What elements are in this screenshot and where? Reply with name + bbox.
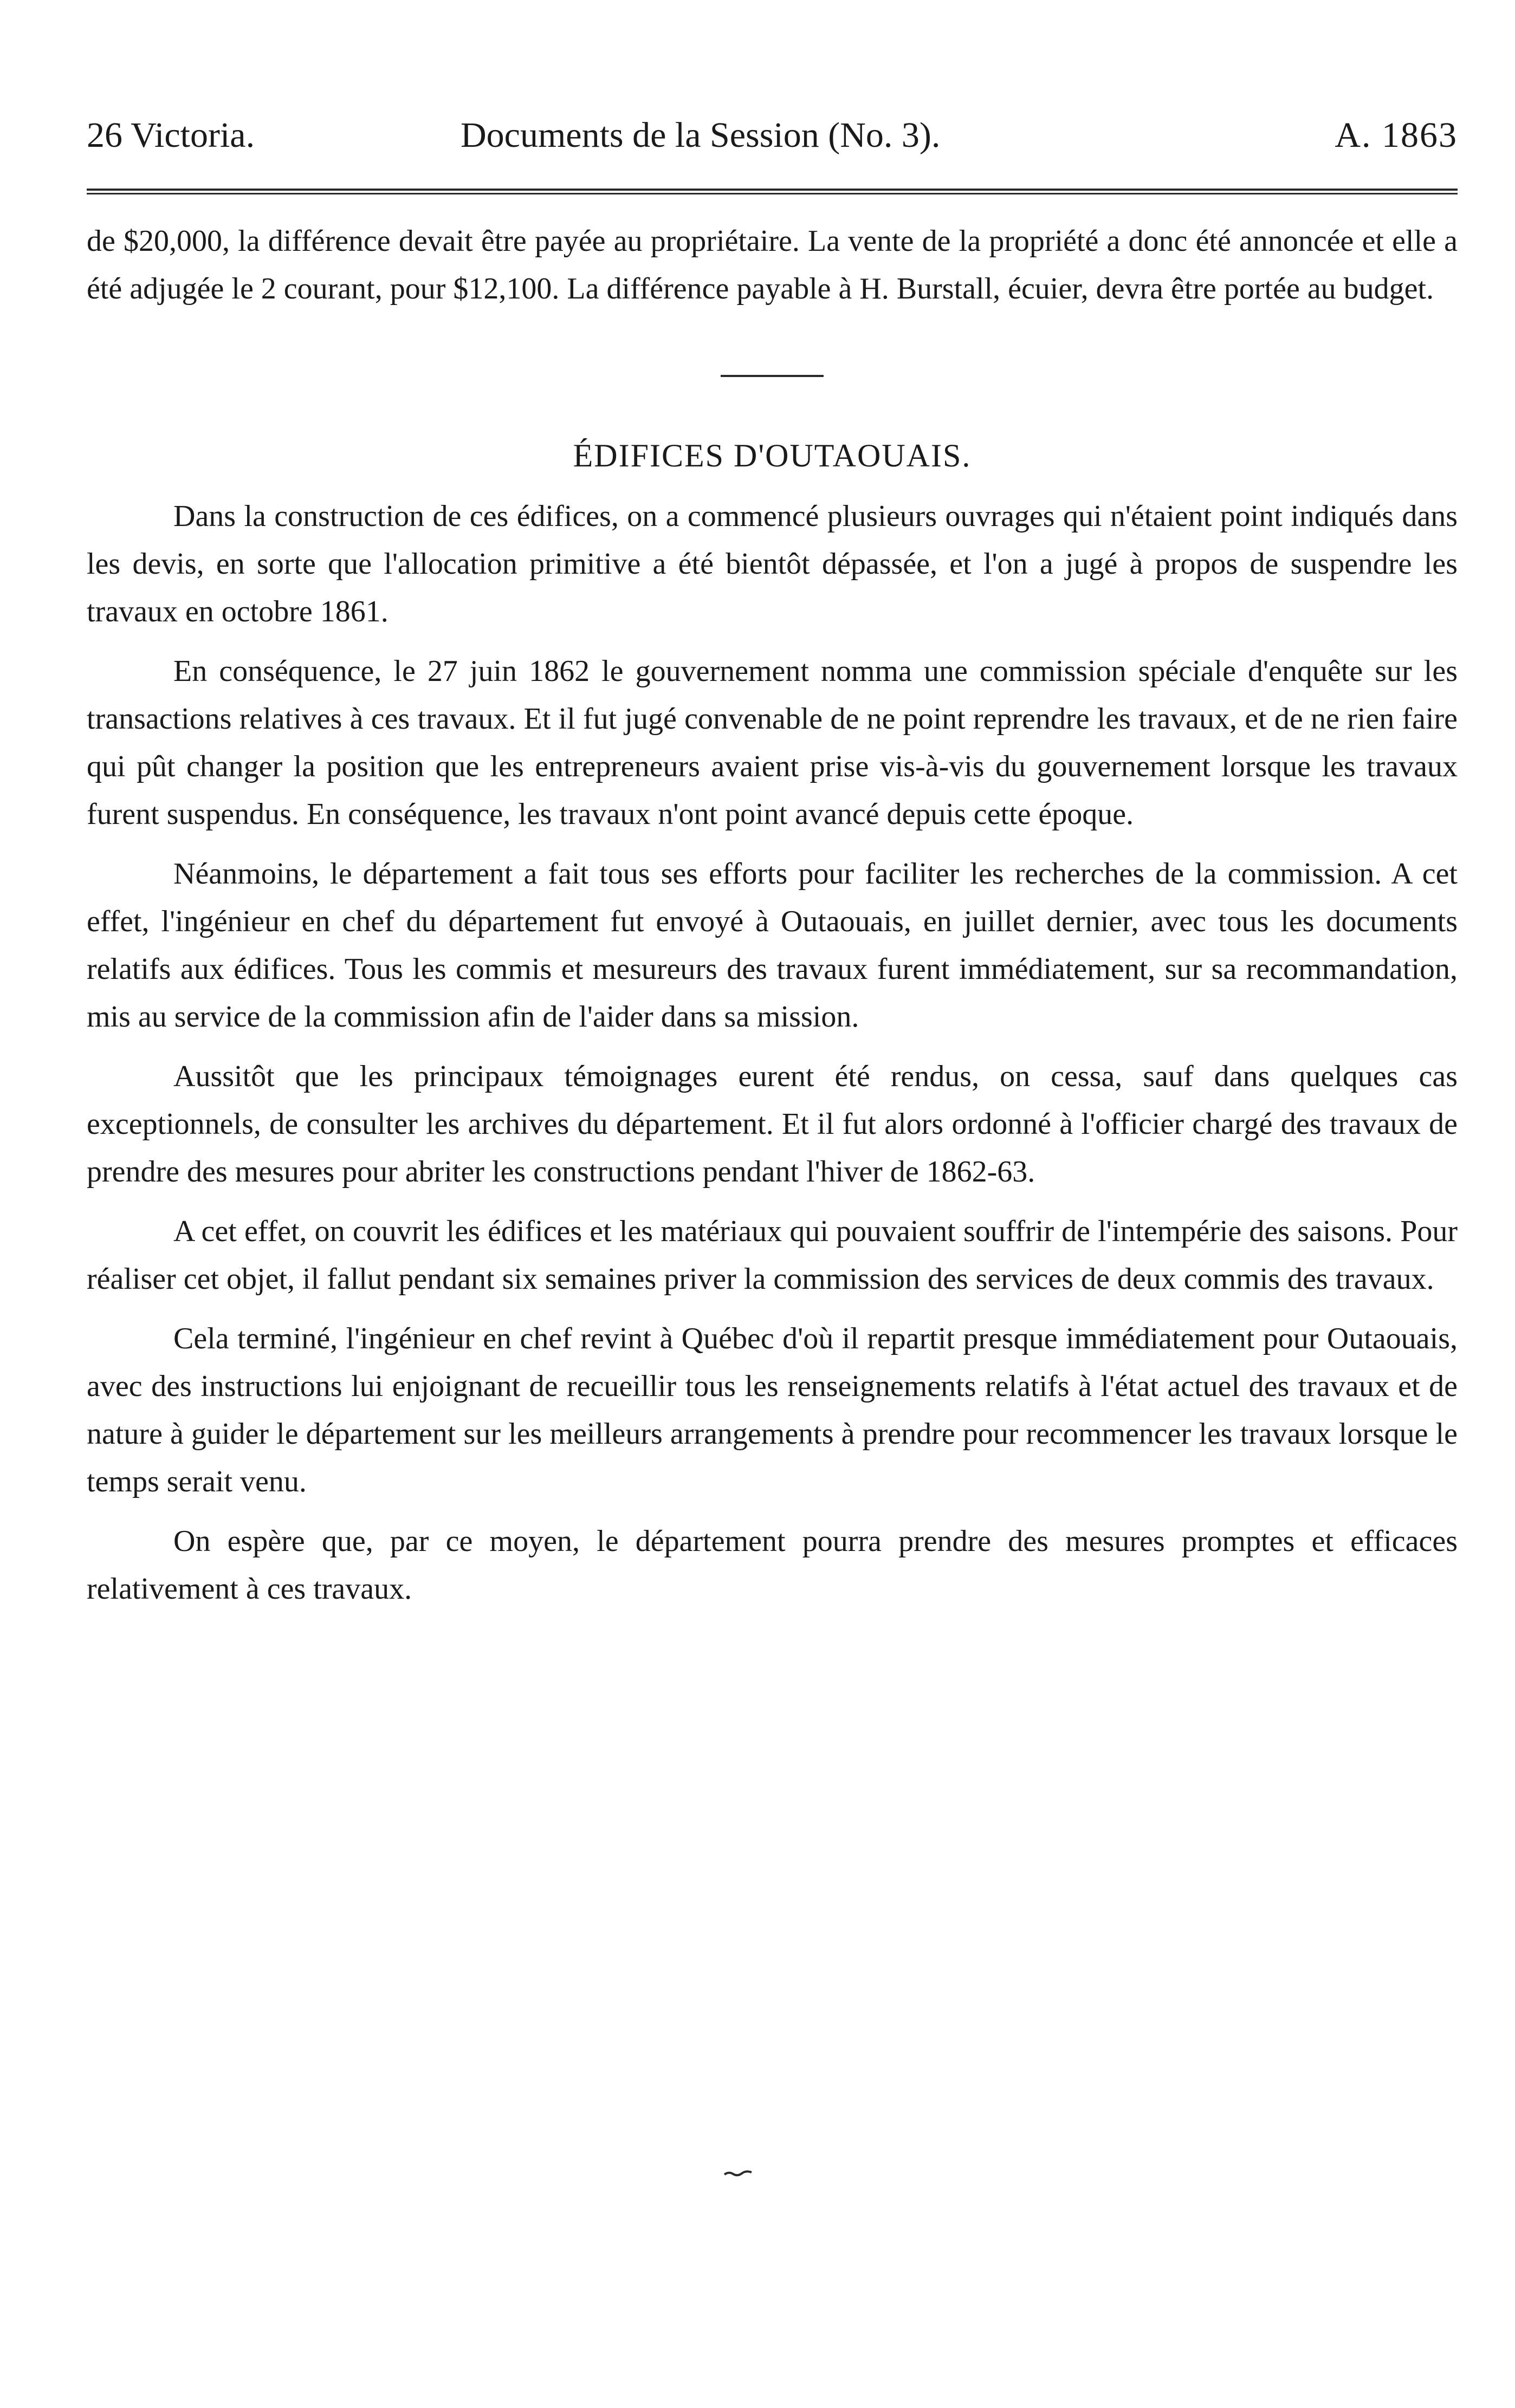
header-year: A. 1863 <box>1335 115 1458 155</box>
section-separator-rule <box>721 375 824 377</box>
section-title: ÉDIFICES D'OUTAOUAIS. <box>573 438 972 473</box>
paragraph: Aussitôt que les principaux témoignages eurent été rendus, on cessa, sauf dans quelques cas exceptionnels, de consulter les archives du département. Et il fut alors ordonné à l'officier chargé des travaux de prendre des mesures pour abriter les constructions pendant l'hiver de 1862-63. <box>87 1060 1458 1189</box>
header-document-title: Documents de la Session (No. 3). <box>461 115 941 155</box>
paragraph: A cet effet, on couvrit les édifices et les matériaux qui pouvaient souffrir de l'intempérie des saisons. Pour réaliser cet objet, il fallut pendant six semaines priver la commission des services de deux commis des travaux. <box>87 1215 1458 1296</box>
document-page <box>87 103 1458 1613</box>
paragraph: On espère que, par ce moyen, le département pourra prendre des mesures promptes et efficaces relativement à ces travaux. <box>87 1524 1458 1606</box>
paragraph: Néanmoins, le département a fait tous ses efforts pour faciliter les recherches de la commission. A cet effet, l'ingénieur en chef du département fut envoyé à Outaouais, en juillet dernier, avec tous les documents relatifs aux édifices. Tous les commis et mesureurs des travaux furent immédiatement, sur sa recommandation, mis au service de la commission afin de l'aider dans sa mission. <box>87 857 1458 1034</box>
body-text <box>87 217 1458 1613</box>
header-session-year: 26 Victoria. <box>87 115 255 155</box>
paragraph: En conséquence, le 27 juin 1862 le gouvernement nomma une commission spéciale d'enquête sur les transactions relatives à ces travaux. Et il fut jugé convenable de ne point reprendre les travaux, et de ne rien faire qui pût changer la position que les entrepreneurs avaient prise vis-à-vis du gouvernement lorsque les travaux furent suspendus. En conséquence, les travaux n'ont point avancé depuis cette époque. <box>87 654 1458 831</box>
header-double-rule <box>87 189 1458 194</box>
intro-paragraph: de $20,000, la différence devait être payée au propriétaire. La vente de la propriété a donc été annoncée et elle a été adjugée le 2 courant, pour $12,100. La différence payable à H. Burstall, écuier, devra être portée au budget. <box>87 224 1458 306</box>
running-header <box>87 103 1458 168</box>
paragraph: Cela terminé, l'ingénieur en chef revint à Québec d'où il repartit presque immédiatement pour Outaouais, avec des instructions lui enjoignant de recueillir tous les renseignements relatifs à l'état actuel des travaux et de nature à guider le département sur les meilleurs arrangements à prendre pour recommencer les travaux lorsque le temps serait venu. <box>87 1322 1458 1498</box>
end-ornament-icon <box>723 2170 753 2177</box>
paragraph: Dans la construction de ces édifices, on a commencé plusieurs ouvrages qui n'étaient point indiqués dans les devis, en sorte que l'allocation primitive a été bientôt dépassée, et l'on a jugé à propos de suspendre les travaux en octobre 1861. <box>87 499 1458 628</box>
